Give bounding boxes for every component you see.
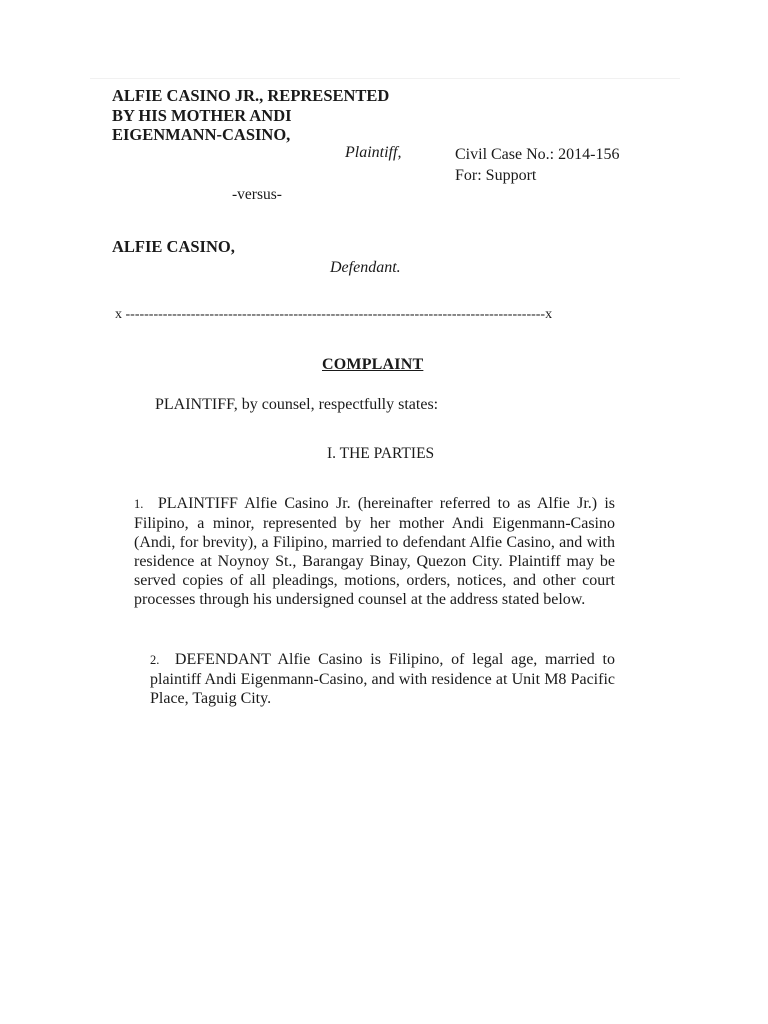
- case-nature: For: Support: [455, 167, 537, 184]
- paragraph: [150, 650, 615, 708]
- caption-separator: x ------------------------------------------------------------------------------------------x: [115, 307, 553, 322]
- plaintiff-role-label: Plaintiff,: [345, 144, 402, 161]
- defendant-role-label: Defendant.: [330, 259, 401, 276]
- case-info: [455, 144, 619, 186]
- plaintiff-caption-line: EIGENMANN-CASINO,: [112, 125, 291, 144]
- case-number: Civil Case No.: 2014-156: [455, 146, 620, 163]
- defendant-caption: ALFIE CASINO,: [112, 237, 235, 256]
- plaintiff-caption-line: ALFIE CASINO JR., REPRESENTED: [112, 86, 390, 105]
- page-top-edge: [90, 78, 680, 79]
- plaintiff-caption: [112, 86, 389, 145]
- paragraph-number: 2.: [150, 653, 160, 667]
- paragraph-text: DEFENDANT Alfie Casino is Filipino, of legal age, married to plaintiff Andi Eigenmann-Casino, and with residence at Unit M8 Pacific Place, Taguig City.: [150, 651, 616, 707]
- versus-label: -versus-: [232, 186, 282, 203]
- paragraph: [134, 494, 615, 609]
- plaintiff-caption-line: BY HIS MOTHER ANDI: [112, 105, 292, 125]
- paragraph-number: 1.: [134, 497, 144, 511]
- intro-statement: PLAINTIFF, by counsel, respectfully states:: [155, 396, 439, 413]
- document-title: COMPLAINT: [322, 356, 424, 373]
- paragraph-text: PLAINTIFF Alfie Casino Jr. (hereinafter referred to as Alfie Jr.) is Filipino, a minor, represented by her mother Andi Eigenmann-Casino (Andi, for brevity), a Filipino, married to defendant Alfie Casino, and with residence at Noynoy St., Barangay Binay, Quezon City. Plaintiff may be served copies of all pleadings, motions, orders, notices, and other court processes through his undersigned counsel at the address stated below.: [134, 495, 616, 608]
- section-heading: I. THE PARTIES: [327, 445, 435, 462]
